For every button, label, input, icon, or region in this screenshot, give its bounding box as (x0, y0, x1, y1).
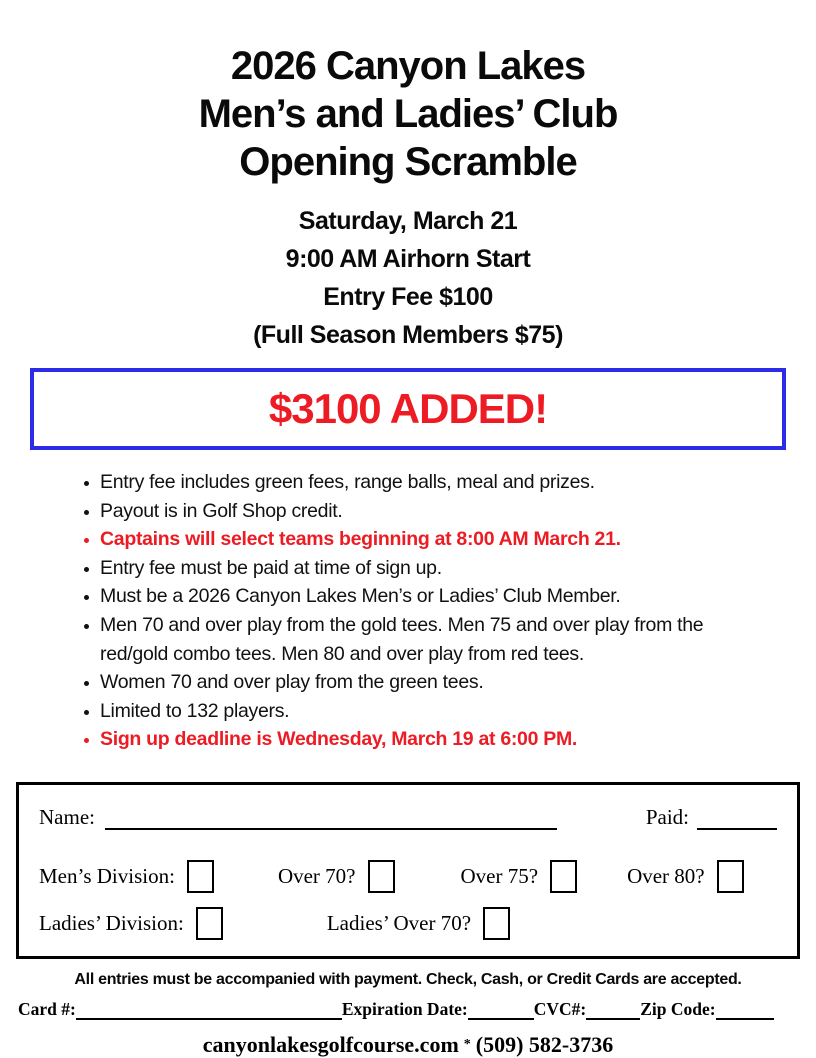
bullet-item: Women 70 and over play from the green tees. (84, 668, 760, 697)
over-80-label: Over 80? (627, 863, 705, 888)
bullet-item: Entry fee includes green fees, range balls, meal and prizes. (84, 468, 760, 497)
title-line-2: Men’s and Ladies’ Club (198, 92, 618, 136)
over-75-label: Over 75? (460, 863, 539, 888)
mens-division-row (39, 860, 777, 893)
expiration-date-field-line[interactable] (468, 1000, 534, 1020)
cvc-field-line[interactable] (586, 1000, 640, 1020)
added-money-banner (30, 368, 786, 450)
over-70-checkbox[interactable] (368, 860, 395, 893)
bullet-item: Entry fee must be paid at time of sign up. (84, 554, 760, 583)
member-fee: (Full Season Members $75) (253, 321, 563, 349)
ladies-over-70-label: Ladies’ Over 70? (326, 910, 472, 935)
bullet-item: Payout is in Golf Shop credit. (84, 497, 760, 526)
over-75-checkbox[interactable] (550, 860, 577, 893)
mens-division-checkbox[interactable] (187, 860, 214, 893)
added-money-text: $3100 ADDED! (268, 385, 548, 432)
paid-label: Paid: (645, 804, 689, 829)
bullet-item: Limited to 132 players. (84, 697, 760, 726)
ladies-division-row (39, 907, 777, 940)
payment-note: All entries must be accompanied with payment. Check, Cash, or Credit Cards are accepted. (74, 970, 742, 988)
over-70-label: Over 70? (277, 863, 356, 888)
paid-field-line[interactable] (697, 806, 777, 830)
card-payment-row (18, 999, 798, 1020)
card-number-field-line[interactable] (76, 1000, 342, 1020)
name-row (39, 805, 777, 830)
event-details (0, 202, 816, 354)
over-80-checkbox[interactable] (717, 860, 744, 893)
bullet-item: Captains will select teams beginning at 8:00 AM March 21. (84, 525, 760, 554)
page-title (0, 42, 816, 186)
bullet-item: Men 70 and over play from the gold tees. Men 75 and over play from the red/gold combo tees. Men 80 and over play from red tees. (84, 611, 760, 668)
bullet-item: Sign up deadline is Wednesday, March 19 at 6:00 PM. (84, 725, 760, 754)
contact-footer (0, 1032, 816, 1058)
name-label: Name: (39, 804, 95, 829)
zip-code-label: Zip Code: (640, 998, 716, 1019)
ladies-division-checkbox[interactable] (196, 907, 223, 940)
entry-fee: Entry Fee $100 (323, 283, 493, 311)
cvc-label: CVC#: (533, 998, 587, 1019)
phone-number: (509) 582-3736 (475, 1031, 614, 1057)
card-number-label: Card #: (18, 998, 76, 1019)
mens-division-label: Men’s Division: (39, 863, 175, 888)
event-start-time: 9:00 AM Airhorn Start (285, 245, 531, 273)
name-field-line[interactable] (105, 806, 557, 830)
website-link[interactable]: canyonlakesgolfcourse.com (202, 1031, 459, 1057)
bullet-item: Must be a 2026 Canyon Lakes Men’s or Ladies’ Club Member. (84, 582, 760, 611)
signup-form (16, 782, 800, 959)
zip-code-field-line[interactable] (716, 1000, 774, 1020)
expiration-date-label: Expiration Date: (341, 998, 468, 1019)
footer-separator-icon: * (463, 1036, 471, 1052)
ladies-over-70-checkbox[interactable] (483, 907, 510, 940)
event-date: Saturday, March 21 (298, 207, 518, 235)
info-bullet-list (84, 468, 760, 754)
title-line-1: 2026 Canyon Lakes (230, 44, 586, 88)
title-line-3: Opening Scramble (239, 140, 577, 184)
ladies-division-label: Ladies’ Division: (39, 910, 184, 935)
